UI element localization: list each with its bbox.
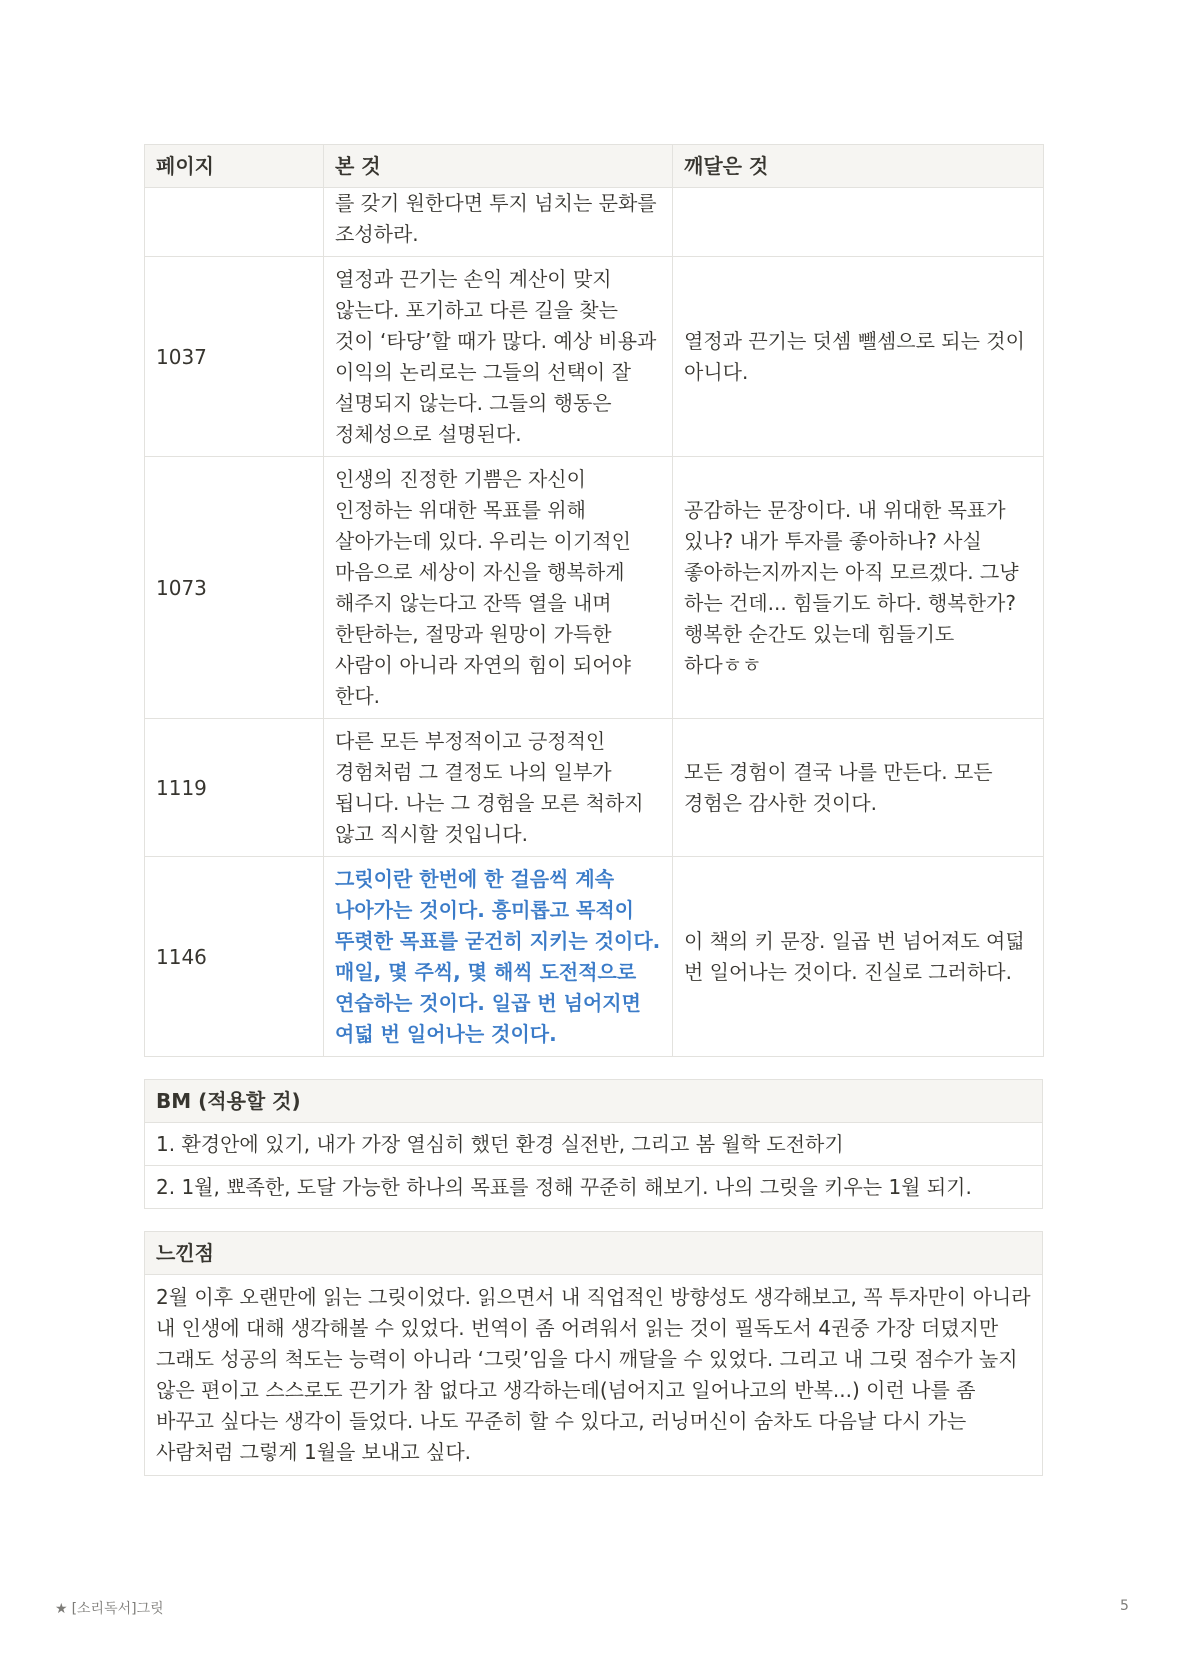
key-sentence-cell: 그릿이란 한번에 한 걸음씩 계속 나아가는 것이다. 흥미롭고 목적이 뚜렷한 목표를 굳건히 지키는 것이다. 매일, 몇 주씩, 몇 해씩 도전적으로 연습하는 것이다. 일곱 번 넘어지면 여덟 번 일어나는 것이다.	[324, 857, 673, 1057]
footer-doc-title	[55, 1598, 164, 1618]
seen-cell: 열정과 끈기는 손익 계산이 맞지 않는다. 포기하고 다른 길을 찾는 것이 ‘타당’할 때가 많다. 예상 비용과 이익의 논리로는 그들의 선택이 잘 설명되지 않는다. 그들의 행동은 정체성으로 설명된다.	[324, 257, 673, 457]
reflection-header: 느낀점	[145, 1232, 1043, 1275]
bm-table	[144, 1079, 1043, 1209]
page-number: 5	[1120, 1598, 1129, 1614]
table-header-row	[145, 145, 1044, 188]
document-body	[144, 144, 1043, 1476]
reading-notes-table	[144, 144, 1044, 1057]
star-icon: ★	[55, 1601, 68, 1617]
lesson-cell	[673, 188, 1044, 257]
bm-header: BM (적용할 것)	[145, 1080, 1043, 1123]
table-row	[145, 457, 1044, 719]
page-cell: 1119	[145, 719, 324, 857]
header-seen: 본 것	[324, 145, 673, 188]
table-row	[145, 257, 1044, 457]
reflection-text: 2월 이후 오랜만에 읽는 그릿이었다. 읽으면서 내 직업적인 방향성도 생각해보고, 꼭 투자만이 아니라 내 인생에 대해 생각해볼 수 있었다. 번역이 좀 어려워서 읽는 것이 필독도서 4권중 가장 더뎠지만 그래도 성공의 척도는 능력이 아니라 ‘그릿’임을 다시 깨달을 수 있었다. 그리고 내 그릿 점수가 높지 않은 편이고 스스로도 끈기가 참 없다고 생각하는데(넘어지고 일어나고의 반복...) 이런 나를 좀 바꾸고 싶다는 생각이 들었다. 나도 꾸준히 할 수 있다고, 러닝머신이 숨차도 다음날 다시 가는 사람처럼 그렇게 1월을 보내고 싶다.	[145, 1275, 1043, 1476]
page-cell	[145, 188, 324, 257]
lesson-cell: 공감하는 문장이다. 내 위대한 목표가 있나? 내가 투자를 좋아하나? 사실 좋아하는지까지는 아직 모르겠다. 그냥 하는 건데... 힘들기도 하다. 행복한가? 행복한 순간도 있는데 힘들기도 하다ㅎㅎ	[673, 457, 1044, 719]
bm-item: 2. 1월, 뾰족한, 도달 가능한 하나의 목표를 정해 꾸준히 해보기. 나의 그릿을 키우는 1월 되기.	[145, 1166, 1043, 1209]
table-row	[145, 857, 1044, 1057]
table-row	[145, 188, 1044, 257]
footer-title-text: [소리독서]그릿	[71, 1601, 164, 1617]
seen-cell: 다른 모든 부정적이고 긍정적인 경험처럼 그 결정도 나의 일부가 됩니다. 나는 그 경험을 모른 척하지 않고 직시할 것입니다.	[324, 719, 673, 857]
page-cell: 1073	[145, 457, 324, 719]
page-cell: 1146	[145, 857, 324, 1057]
header-lesson: 깨달은 것	[673, 145, 1044, 188]
lesson-cell: 모든 경험이 결국 나를 만든다. 모든 경험은 감사한 것이다.	[673, 719, 1044, 857]
seen-cell: 를 갖기 원한다면 투지 넘치는 문화를 조성하라.	[324, 188, 673, 257]
table-row	[145, 719, 1044, 857]
page-cell: 1037	[145, 257, 324, 457]
bm-item: 1. 환경안에 있기, 내가 가장 열심히 했던 환경 실전반, 그리고 봄 월학 도전하기	[145, 1123, 1043, 1166]
header-page: 페이지	[145, 145, 324, 188]
seen-cell: 인생의 진정한 기쁨은 자신이 인정하는 위대한 목표를 위해 살아가는데 있다. 우리는 이기적인 마음으로 세상이 자신을 행복하게 해주지 않는다고 잔뜩 열을 내며 한탄하는, 절망과 원망이 가득한 사람이 아니라 자연의 힘이 되어야 한다.	[324, 457, 673, 719]
lesson-cell: 열정과 끈기는 덧셈 뺄셈으로 되는 것이 아니다.	[673, 257, 1044, 457]
lesson-cell: 이 책의 키 문장. 일곱 번 넘어져도 여덟 번 일어나는 것이다. 진실로 그러하다.	[673, 857, 1044, 1057]
reflection-table	[144, 1231, 1043, 1476]
